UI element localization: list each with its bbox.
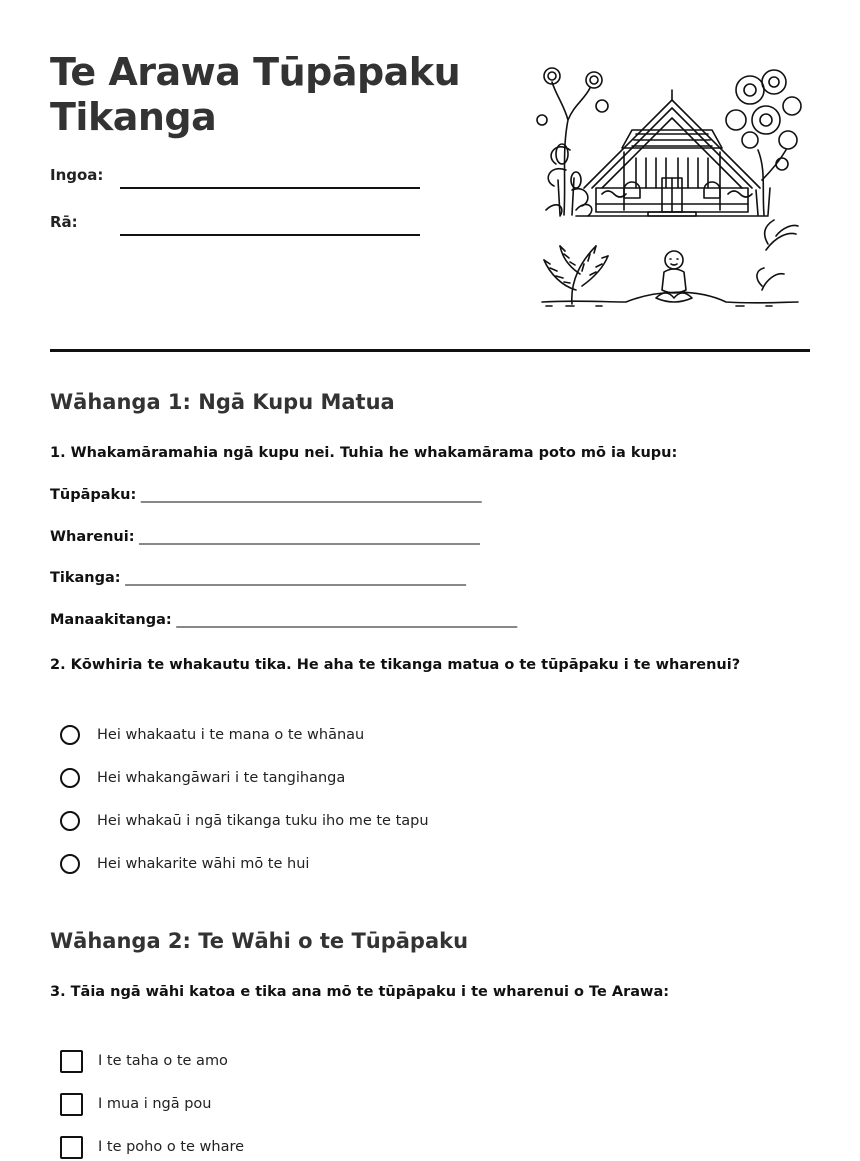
question-3: 3. Tāia ngā wāhi katoa e tika ana mō te tūpāpaku i te wharenui o Te Arawa: xyxy=(50,984,670,1000)
term-blank[interactable]: _______________________________________________ xyxy=(125,570,466,586)
option-label: Hei whakaatu i te mana o te whānau xyxy=(97,727,365,743)
term-row[interactable] xyxy=(50,570,466,586)
option-label: I te taha o te amo xyxy=(98,1053,228,1069)
term-label: Tikanga: xyxy=(50,570,121,586)
option-label: Hei whakarite wāhi mō te hui xyxy=(97,856,310,872)
question-1: 1. Whakamāramahia ngā kupu nei. Tuhia he whakamārama poto mō ia kupu: xyxy=(50,445,678,461)
worksheet-title xyxy=(50,50,490,140)
radio-option[interactable] xyxy=(60,852,309,876)
checkbox[interactable] xyxy=(60,1136,83,1159)
radio-button[interactable] xyxy=(60,811,80,831)
section-2-title: Wāhanga 2: Te Wāhi o te Tūpāpaku xyxy=(50,929,469,953)
wharenui-icon xyxy=(576,90,768,216)
radio-button[interactable] xyxy=(60,768,80,788)
option-label: I te poho o te whare xyxy=(98,1139,245,1155)
section-1-title: Wāhanga 1: Ngā Kupu Matua xyxy=(50,390,395,414)
date-field-label: Rā: xyxy=(50,213,78,231)
checkbox-option[interactable] xyxy=(60,1092,212,1116)
term-row[interactable] xyxy=(50,529,480,545)
radio-button[interactable] xyxy=(60,725,80,745)
term-label: Tūpāpaku: xyxy=(50,487,137,503)
wharenui-illustration xyxy=(536,60,802,312)
term-blank[interactable]: _______________________________________________ xyxy=(176,612,518,628)
date-field-line[interactable] xyxy=(120,234,420,236)
checkbox[interactable] xyxy=(60,1093,83,1116)
radio-option[interactable] xyxy=(60,766,345,790)
option-label: Hei whakangāwari i te tangihanga xyxy=(97,770,346,786)
term-row[interactable] xyxy=(50,612,517,628)
left-tree-icon xyxy=(537,68,608,216)
header-divider xyxy=(50,349,810,352)
checkbox[interactable] xyxy=(60,1050,83,1073)
seated-figure-icon xyxy=(656,251,692,302)
term-blank[interactable]: _______________________________________________ xyxy=(139,529,480,545)
term-row[interactable] xyxy=(50,487,482,503)
checkbox-option[interactable] xyxy=(60,1049,228,1073)
radio-option[interactable] xyxy=(60,809,429,833)
term-label: Wharenui: xyxy=(50,529,135,545)
fern-icon xyxy=(544,220,798,304)
name-field-line[interactable] xyxy=(120,187,420,189)
term-blank[interactable]: _______________________________________________ xyxy=(140,487,482,503)
title-line-1: Te Arawa Tūpāpaku xyxy=(50,50,461,94)
radio-option[interactable] xyxy=(60,723,364,747)
title-line-2: Tikanga xyxy=(50,95,217,139)
checkbox-option[interactable] xyxy=(60,1135,244,1159)
question-2: 2. Kōwhiria te whakautu tika. He aha te tikanga matua o te tūpāpaku i te wharenui? xyxy=(50,657,741,673)
term-label: Manaakitanga: xyxy=(50,612,172,628)
right-tree-icon xyxy=(726,70,801,215)
option-label: I mua i ngā pou xyxy=(98,1096,212,1112)
option-label: Hei whakaū i ngā tikanga tuku iho me te tapu xyxy=(97,813,429,829)
radio-button[interactable] xyxy=(60,854,80,874)
name-field-label: Ingoa: xyxy=(50,166,104,184)
